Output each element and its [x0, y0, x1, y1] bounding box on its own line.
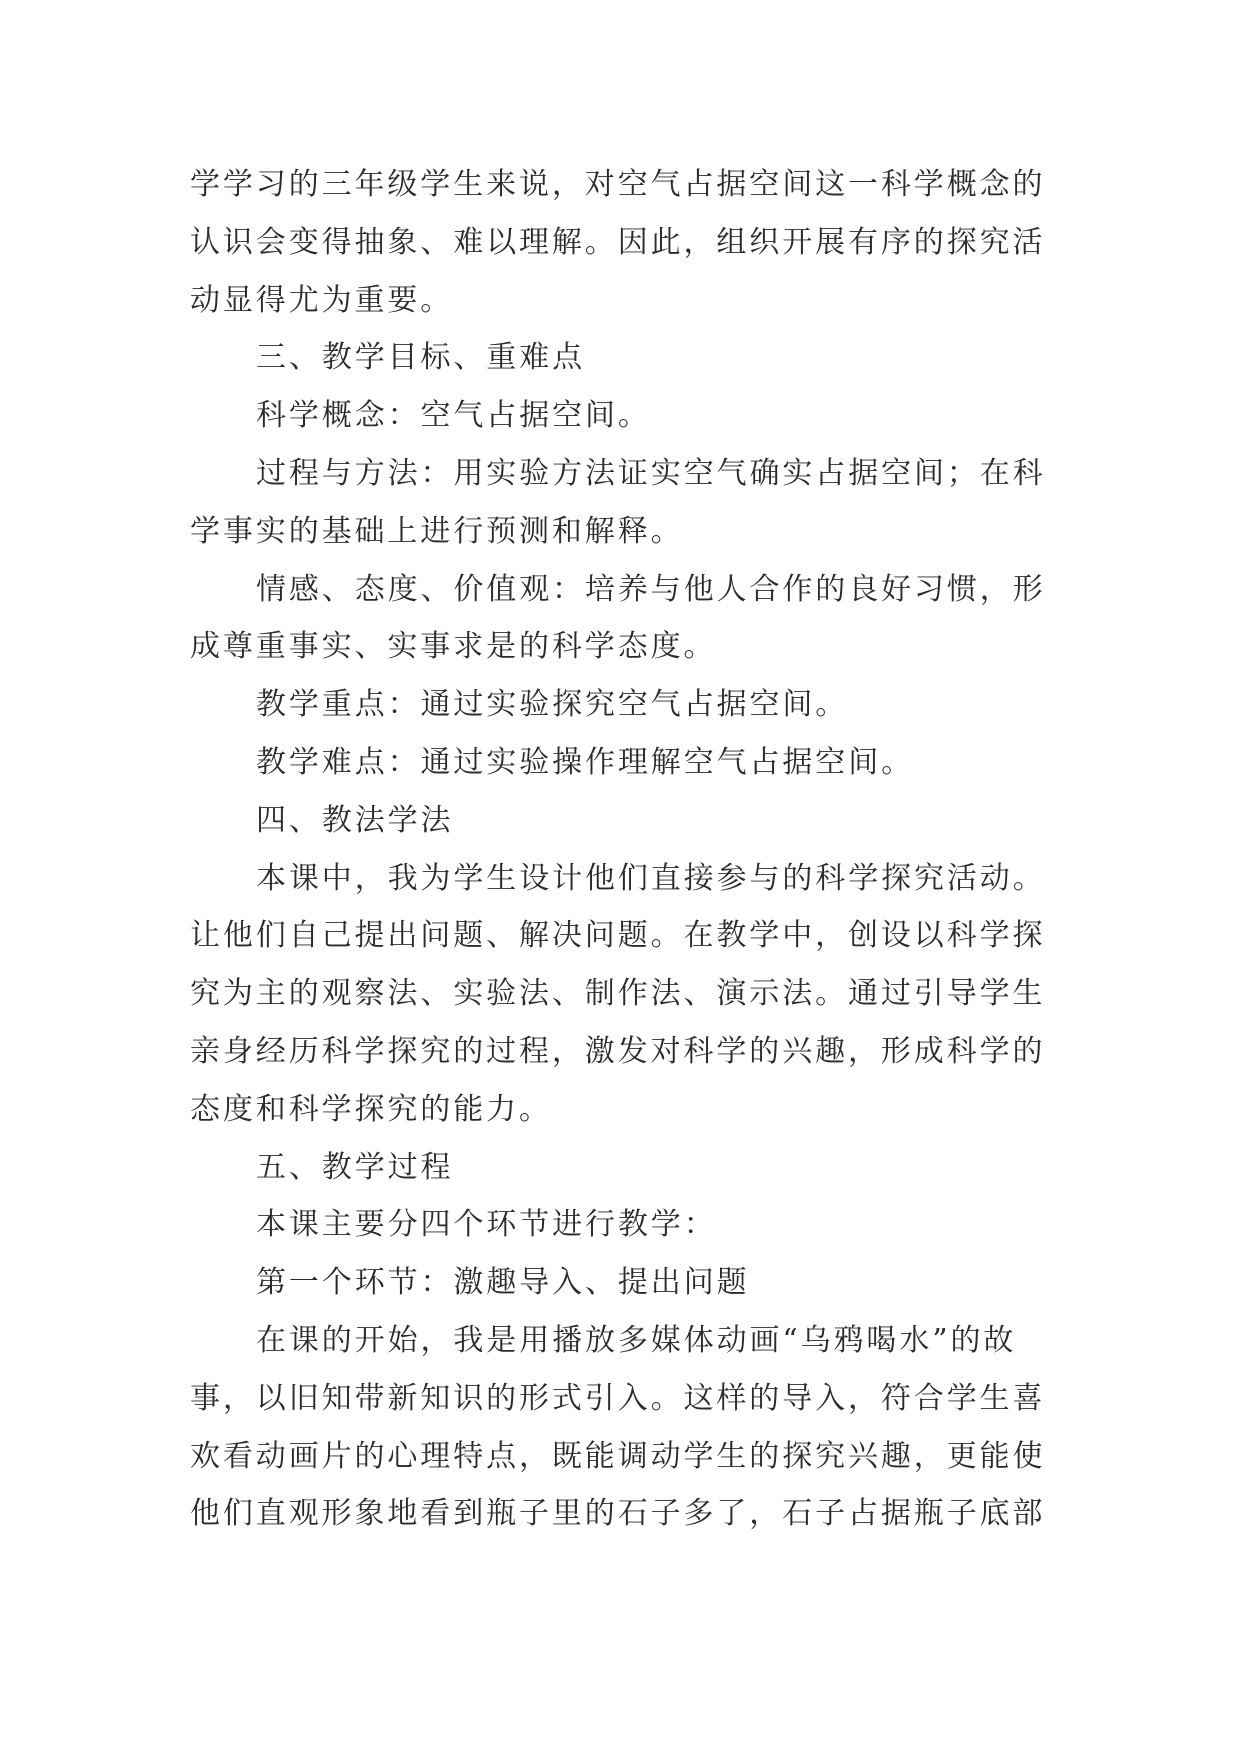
text-line: 情感、态度、价值观：培养与他人合作的良好习惯，形 [256, 571, 1046, 607]
paragraph-science-concept [190, 387, 1070, 445]
text-line: 动显得尤为重要。 [190, 282, 454, 318]
text-line: 本课中，我为学生设计他们直接参与的科学探究活动。 [256, 860, 1046, 896]
text-line: 过程与方法：用实验方法证实空气确实占据空间；在科 [256, 455, 1046, 491]
section-heading-process [190, 1139, 1070, 1197]
section-heading-methods [190, 792, 1070, 850]
text-line: 欢看动画片的心理特点，既能调动学生的探究兴趣，更能使 [190, 1438, 1046, 1474]
paragraph-key-point [190, 676, 1070, 734]
text-line: 让他们自己提出问题、解决问题。在教学中，创设以科学探 [190, 918, 1046, 954]
text-line: 他们直观形象地看到瓶子里的石子多了，石子占据瓶子底部 [190, 1496, 1046, 1532]
document-body [190, 156, 1070, 1543]
text-line: 究为主的观察法、实验法、制作法、演示法。通过引导学生 [190, 976, 1046, 1012]
paragraph-process-method [190, 445, 1070, 561]
text-line: 成尊重事实、实事求是的科学态度。 [190, 629, 717, 665]
paragraph-methods [190, 850, 1070, 1139]
text-line: 教学难点：通过实验操作理解空气占据空间。 [256, 744, 914, 780]
text-line: 态度和科学探究的能力。 [190, 1091, 552, 1127]
paragraph-process-overview [190, 1196, 1070, 1254]
text-line: 本课主要分四个环节进行教学： [256, 1207, 717, 1243]
paragraph-attitude-values [190, 561, 1070, 677]
text-line: 认识会变得抽象、难以理解。因此，组织开展有序的探究活 [190, 224, 1046, 260]
section-heading-objectives [190, 329, 1070, 387]
heading-text: 五、教学过程 [256, 1149, 454, 1185]
paragraph-difficult-point [190, 734, 1070, 792]
text-line: 亲身经历科学探究的过程，激发对科学的兴趣，形成科学的 [190, 1033, 1046, 1069]
heading-text: 四、教法学法 [256, 802, 454, 838]
paragraph-introduction [190, 1312, 1070, 1543]
text-line: 学事实的基础上进行预测和解释。 [190, 513, 684, 549]
text-line: 学学习的三年级学生来说，对空气占据空间这一科学概念的 [190, 167, 1046, 202]
text-line: 科学概念：空气占据空间。 [256, 398, 651, 434]
paragraph-continuation [190, 156, 1070, 329]
text-line: 事，以旧知带新知识的形式引入。这样的导入，符合学生喜 [190, 1380, 1046, 1416]
text-line: 教学重点：通过实验探究空气占据空间。 [256, 687, 849, 723]
heading-text: 三、教学目标、重难点 [256, 340, 585, 376]
heading-text: 第一个环节：激趣导入、提出问题 [256, 1265, 750, 1301]
text-line: 在课的开始，我是用播放多媒体动画“乌鸦喝水”的故 [256, 1322, 1017, 1358]
subheading-first-step [190, 1254, 1070, 1312]
